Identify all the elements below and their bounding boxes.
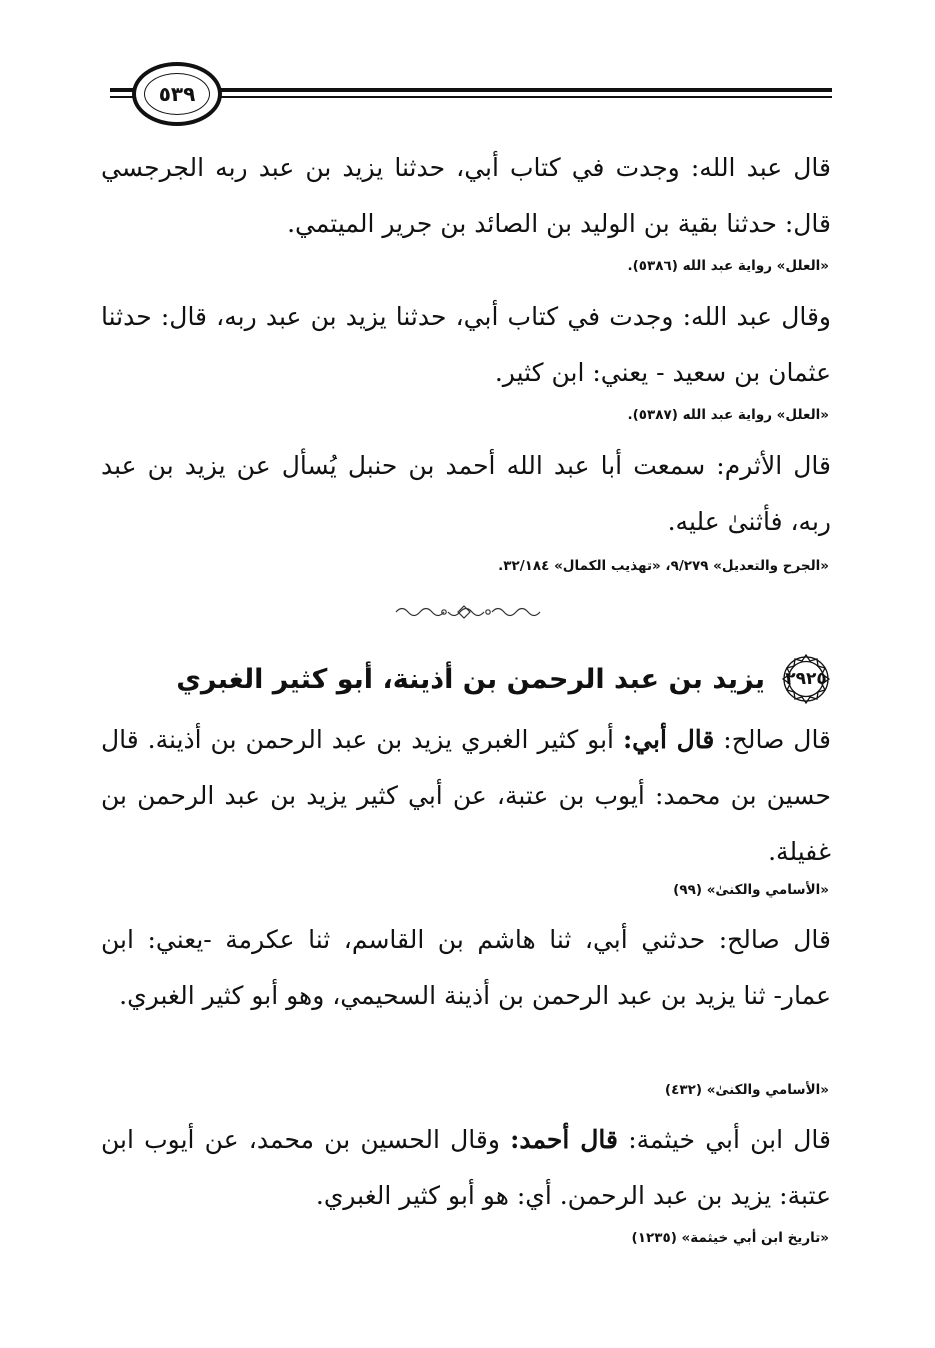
paragraph-6-rest: وقال الحسين بن محمد، عن أيوب ابن عتبة: يزيد بن عبد الرحمن. أي: هو أبو كثير الغبري. [101, 1125, 831, 1210]
paragraph-2: وقال عبد الله: وجدت في كتاب أبي، حدثنا يزيد بن عبد ربه، قال: حدثنا عثمان بن سعيد - يعني: ابن كثير. [101, 302, 831, 387]
page-number-badge [132, 62, 222, 126]
paragraph-6-lead: قال ابن أبي خيثمة: [618, 1125, 831, 1154]
page-number: ٥٣٩ [158, 82, 196, 106]
paragraph-1: قال عبد الله: وجدت في كتاب أبي، حدثنا يزيد بن عبد ربه الجرجسي قال: حدثنا بقية بن الوليد بن الصائد بن جرير الميتمي. [101, 153, 831, 238]
page-header [110, 62, 832, 132]
source-note-3: «الجرح والتعديل» ٩/٢٧٩، «تهذيب الكمال» ٣٢/١٨٤. [498, 558, 829, 574]
entry-number-badge [781, 654, 831, 704]
paragraph-4 [101, 712, 831, 880]
paragraph-4-rest: أبو كثير الغبري يزيد بن عبد الرحمن بن أذينة. قال حسين بن محمد: أيوب بن عتبة، عن أبي كثير يزيد بن عبد الرحمن بن غفيلة. [101, 725, 831, 866]
paragraph-5: قال صالح: حدثني أبي، ثنا هاشم بن القاسم، ثنا عكرمة -يعني: ابن عمار- ثنا يزيد بن عبد الرحمن بن أذينة السحيمي، وهو أبو كثير الغبري. [101, 925, 831, 1010]
paragraph-6-bold: قال أحمد: [510, 1125, 618, 1154]
paragraph-4-lead: قال صالح: [714, 725, 832, 754]
ornament-divider [392, 602, 548, 622]
source-note-5: «الأسامي والكنىٰ» (٤٣٢) [664, 1082, 829, 1098]
paragraph-4-bold: قال أبي: [622, 725, 715, 754]
entry-title: يزيد بن عبد الرحمن بن أذينة، أبو كثير الغبري [176, 663, 765, 695]
entry-number: ٢٩٢٥ [785, 669, 827, 689]
source-note-6: «تاريخ ابن أبي خيثمة» (١٢٣٥) [631, 1230, 829, 1246]
paragraph-6 [101, 1112, 831, 1224]
paragraph-3: قال الأثرم: سمعت أبا عبد الله أحمد بن حنبل يُسأل عن يزيد بن عبد ربه، فأثنىٰ عليه. [101, 451, 831, 536]
entry-heading [176, 654, 831, 704]
source-note-4: «الأسامي والكنىٰ» (٩٩) [673, 882, 829, 898]
source-note-1: «العلل» رواية عبد الله (٥٣٨٦). [627, 258, 829, 274]
source-note-2: «العلل» رواية عبد الله (٥٣٨٧). [627, 407, 829, 423]
